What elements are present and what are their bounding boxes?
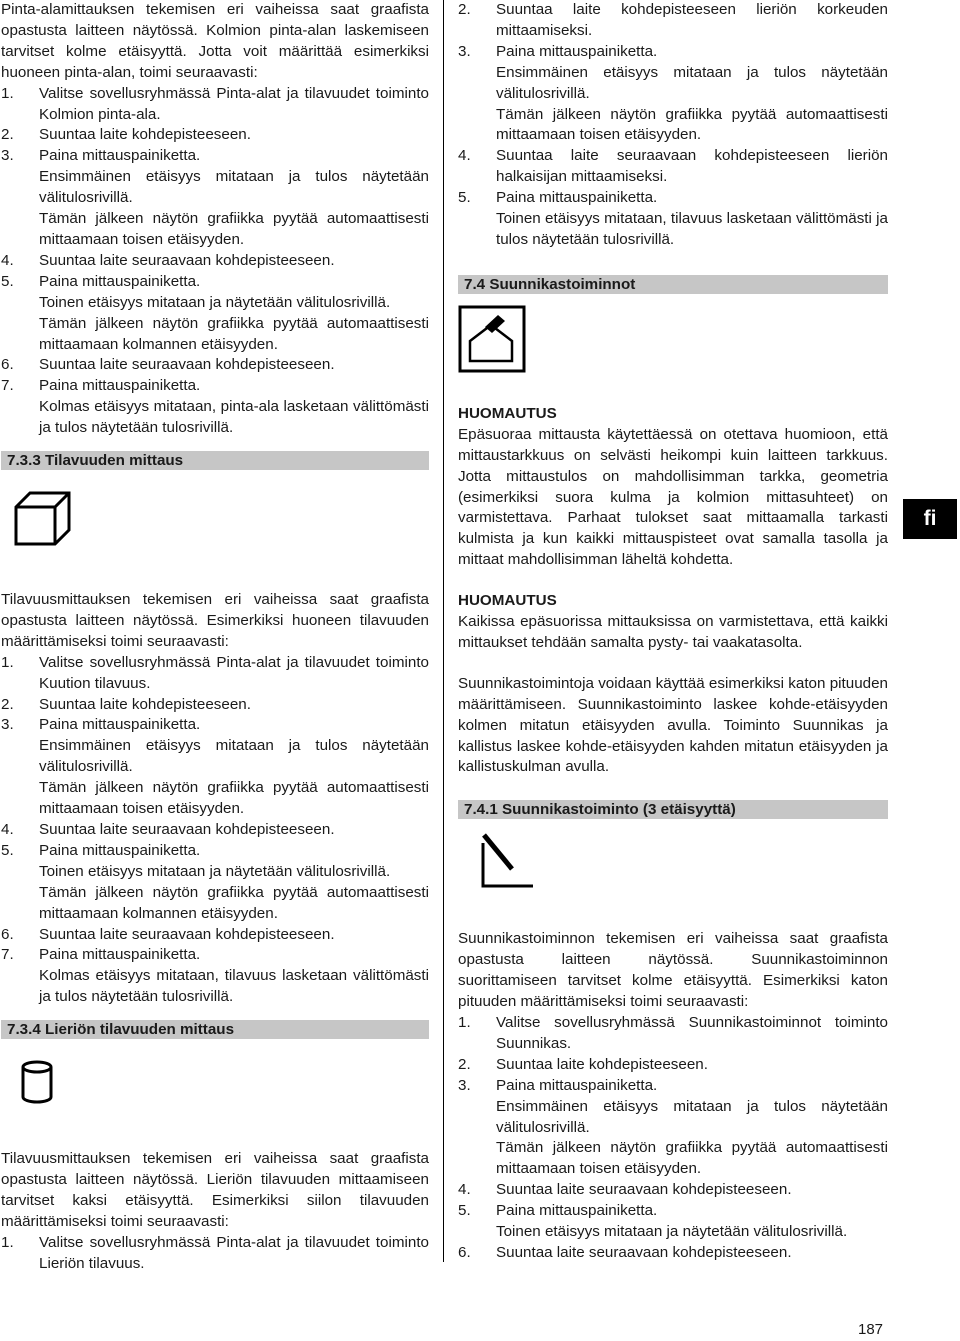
step-number: 4. (458, 147, 471, 165)
cylinder-steps-right (458, 0, 888, 251)
step-item (1, 653, 429, 695)
step-text: Paina mittauspainiketta. (496, 42, 658, 60)
step-item (1, 945, 429, 1008)
step-item (1, 715, 429, 820)
angle-pencil-icon (458, 305, 528, 375)
cylinder-steps-left (1, 1233, 429, 1275)
step-text: Suuntaa laite seuraavaan kohdepisteeseen lieriön halkaisijan mittaamiseksi. (496, 147, 888, 186)
step-number: 3. (458, 42, 471, 60)
step-text: Kolmas etäisyys mitataan, tilavuus lasketaan välittömästi ja tulos näytetään tulosrivillä. (39, 967, 429, 1006)
step-text: Toinen etäisyys mitataan ja näytetään välitulosrivillä. (39, 862, 391, 880)
step-item (458, 1055, 888, 1076)
step-item (458, 1076, 888, 1181)
step-text: Toinen etäisyys mitataan ja näytetään välitulosrivillä. (496, 1223, 848, 1241)
step-item (1, 376, 429, 439)
cylinder-icon (19, 1059, 59, 1109)
step-number: 4. (458, 1181, 471, 1199)
step-text: Tämän jälkeen näytön grafiikka pyytää automaattisesti mittaamaan toisen etäisyyden. (496, 1139, 888, 1178)
area-intro: Pinta-alamittauksen tekemisen eri vaiheissa saat graafista opastusta laitteen näytössä. Kolmion pinta-alan laskemiseen tarvitset kolme etäisyyttä. Jotta voit määrittää esimerkiksi huoneen pinta-alan, toimi seuraavasti: (1, 1, 429, 81)
step-text: Suuntaa laite seuraavaan kohdepisteeseen. (39, 356, 335, 374)
step-number: 3. (458, 1076, 471, 1094)
step-number: 5. (458, 1202, 471, 1220)
step-text: Ensimmäinen etäisyys mitataan ja tulos näytetään välitulosrivillä. (496, 1097, 888, 1136)
step-item (458, 146, 888, 188)
step-item (458, 188, 888, 251)
volume-intro: Tilavuusmittauksen tekemisen eri vaiheissa saat graafista opastusta laitteen näytössä. Esimerkiksi huoneen tilavuuden määrittämiseksi toimi seuraavasti: (1, 591, 429, 650)
page-number: 187 (858, 1321, 884, 1338)
step-text: Paina mittauspainiketta. (496, 1202, 658, 1220)
angles-icon-area (458, 294, 888, 404)
right-column (458, 0, 888, 1264)
step-number: 1. (458, 1014, 471, 1031)
step-item (1, 925, 429, 946)
step-number: 1. (1, 653, 14, 671)
step-text: Paina mittauspainiketta. (39, 841, 201, 859)
area-steps (1, 84, 429, 439)
step-number: 4. (1, 251, 14, 269)
step-text: Toinen etäisyys mitataan, tilavuus lasketaan välittömästi ja tulos näytetään tulosrivillä. (496, 210, 888, 248)
step-text: Suuntaa laite kohdepisteeseen. (39, 126, 251, 144)
step-text: Valitse sovellusryhmässä Pinta-alat ja tilavuudet toiminto Lieriön tilavuus. (39, 1233, 429, 1272)
step-number: 1. (1, 84, 14, 102)
step-text: Suuntaa laite seuraavaan kohdepisteeseen. (496, 1181, 792, 1199)
angles-heading: 7.4 Suunnikastoiminnot (458, 275, 888, 294)
step-item (1, 1233, 429, 1275)
step-text: Tämän jälkeen näytön grafiikka pyytää automaattisesti mittaamaan kolmannen etäisyyden. (39, 883, 429, 922)
step-text: Paina mittauspainiketta. (496, 1076, 658, 1094)
note-1-text: Epäsuoraa mittausta käytettäessä on otettava huomioon, että mittaustarkkuus on selvästi heikompi kuin laitteen tarkkuus. Jotta mittaustulos on mahdollisimman tarkka, geometria (esimerkiksi suora kulma ja kolmion mittasuhteet) on varmistettava. Parhaat tulokset saat mittaamalla tarkasti kulmista ja kun kaikki mittauspisteet ovat samalla tasolla ja mittaat mahdollisimman läheltä kohdetta. (458, 425, 888, 569)
step-number: 3. (1, 147, 14, 165)
step-text: Suuntaa laite seuraavaan kohdepisteeseen. (39, 251, 335, 269)
step-item (1, 146, 429, 251)
step-number: 5. (458, 189, 471, 207)
step-item (458, 1180, 888, 1201)
step-item (1, 251, 429, 272)
volume-steps (1, 653, 429, 1008)
step-item (458, 1201, 888, 1243)
step-text: Ensimmäinen etäisyys mitataan ja tulos näytetään välitulosrivillä. (39, 168, 429, 207)
step-item (1, 272, 429, 356)
angles-paragraph: Suunnikastoimintoja voidaan käyttää esimerkiksi katon pituuden määrittämiseen. Suunnikastoiminto laskee kohde-etäisyyden kolmen mitatun etäisyyden avulla. Toiminto Suunnikas ja kallistus laskee kohde-etäisyyden kahden mitatun etäisyyden ja kallistuskulman avulla. (458, 674, 888, 776)
step-number: 2. (1, 126, 14, 144)
step-text: Paina mittauspainiketta. (39, 377, 201, 395)
step-text: Ensimmäinen etäisyys mitataan ja tulos näytetään välitulosrivillä. (496, 63, 888, 102)
cube-icon (13, 490, 73, 550)
step-number: 5. (1, 841, 14, 859)
step-item (1, 355, 429, 376)
step-number: 6. (458, 1243, 471, 1261)
step-text: Tämän jälkeen näytön grafiikka pyytää automaattisesti mittaamaan toisen etäisyyden. (39, 210, 429, 248)
volume-heading: 7.3.3 Tilavuuden mittaus (1, 451, 429, 470)
cylinder-intro: Tilavuusmittauksen tekemisen eri vaiheissa saat graafista opastusta laitteen näytössä. Lieriön tilavuuden mittaamiseen tarvitset kaksi etäisyyttä. Esimerkiksi siilon tilavuuden määrittämiseksi toimi seuraavasti: (1, 1150, 429, 1230)
step-text: Toinen etäisyys mitataan ja näytetään välitulosrivillä. (39, 293, 391, 311)
left-column (1, 0, 429, 1275)
step-text: Paina mittauspainiketta. (39, 946, 201, 964)
trap-icon-area (458, 819, 888, 929)
step-text: Suuntaa laite seuraavaan kohdepisteeseen. (39, 925, 335, 943)
step-number: 3. (1, 716, 14, 734)
step-number: 1. (1, 1233, 14, 1251)
step-text: Valitse sovellusryhmässä Pinta-alat ja tilavuudet toiminto Kuution tilavuus. (39, 653, 429, 692)
step-number: 7. (1, 377, 14, 395)
step-number: 6. (1, 925, 14, 943)
note-2-text: Kaikissa epäsuorissa mittauksissa on varmistettava, että kaikki mittaukset tehdään samalta pysty- tai vaakatasolta. (458, 613, 888, 651)
trapezoid-icon (478, 831, 538, 891)
step-number: 2. (1, 695, 14, 713)
trap-heading: 7.4.1 Suunnikastoiminto (3 etäisyyttä) (458, 800, 888, 819)
step-text: Valitse sovellusryhmässä Pinta-alat ja tilavuudet toiminto Kolmion pinta-ala. (39, 84, 429, 123)
step-text: Suuntaa laite kohdepisteeseen. (39, 695, 251, 713)
step-number: 6. (1, 356, 14, 374)
step-text: Valitse sovellusryhmässä Suunnikastoiminnot toiminto Suunnikas. (496, 1014, 888, 1052)
step-item (458, 0, 888, 42)
step-item (1, 820, 429, 841)
step-text: Suuntaa laite kohdepisteeseen. (496, 1055, 708, 1073)
note-1-title: HUOMAUTUS (458, 404, 557, 422)
step-number: 5. (1, 272, 14, 290)
step-item (458, 1243, 888, 1264)
step-item (1, 695, 429, 716)
step-text: Suuntaa laite seuraavaan kohdepisteeseen. (39, 821, 335, 838)
step-number: 4. (1, 821, 14, 838)
cylinder-heading: 7.3.4 Lieriön tilavuuden mittaus (1, 1020, 429, 1039)
column-divider (443, 0, 444, 1262)
step-item (1, 84, 429, 126)
step-text: Paina mittauspainiketta. (39, 716, 201, 734)
cylinder-icon-area (1, 1039, 429, 1149)
step-text: Tämän jälkeen näytön grafiikka pyytää automaattisesti mittaamaan toisen etäisyyden. (39, 779, 429, 818)
step-number: 2. (458, 1055, 471, 1073)
step-text: Ensimmäinen etäisyys mitataan ja tulos näytetään välitulosrivillä. (39, 737, 429, 776)
trap-intro: Suunnikastoiminnon tekemisen eri vaiheissa saat graafista opastusta laitteen näytössä. Suunnikastoiminnon suorittamiseen tarvitset kolme etäisyyttä. Esimerkiksi katon pituuden määrittämiseksi toimi seuraavasti: (458, 930, 888, 1011)
volume-icon-area (1, 470, 429, 590)
step-item (458, 1013, 888, 1055)
note-2-title: HUOMAUTUS (458, 592, 557, 610)
step-text: Tämän jälkeen näytön grafiikka pyytää automaattisesti mittaamaan toisen etäisyyden. (496, 105, 888, 144)
step-item (1, 841, 429, 925)
step-number: 7. (1, 946, 14, 964)
step-text: Paina mittauspainiketta. (496, 189, 658, 207)
language-tab: fi (903, 499, 957, 539)
step-text: Suuntaa laite kohdepisteeseen lieriön korkeuden mittaamiseksi. (496, 1, 888, 39)
step-text: Tämän jälkeen näytön grafiikka pyytää automaattisesti mittaamaan kolmannen etäisyyden. (39, 314, 429, 353)
step-text: Kolmas etäisyys mitataan, pinta-ala lasketaan välittömästi ja tulos näytetään tulosrivillä. (39, 398, 429, 437)
step-number: 2. (458, 1, 471, 18)
step-text: Paina mittauspainiketta. (39, 147, 201, 165)
step-item (1, 125, 429, 146)
step-text: Paina mittauspainiketta. (39, 272, 201, 290)
step-item (458, 42, 888, 147)
step-text: Suuntaa laite seuraavaan kohdepisteeseen. (496, 1243, 792, 1261)
trap-steps (458, 1013, 888, 1264)
